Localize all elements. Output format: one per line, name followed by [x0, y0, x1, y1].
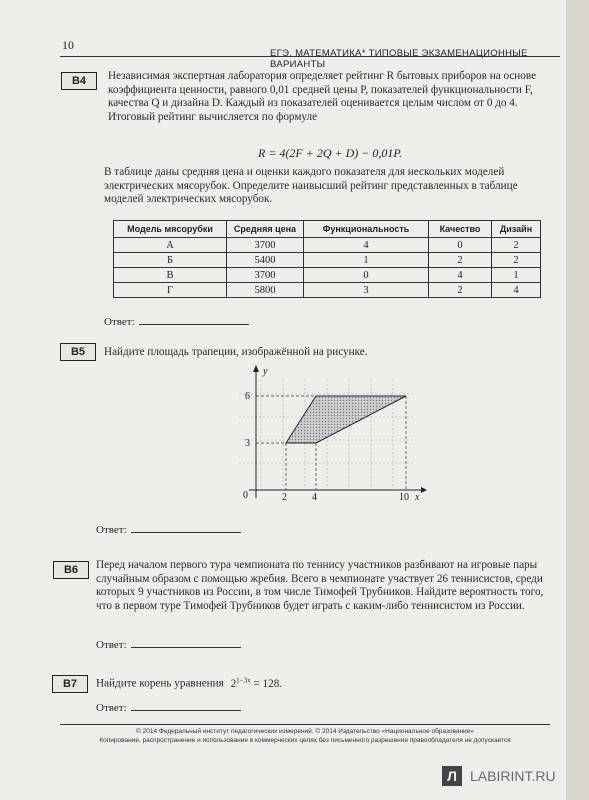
table-cell: 2 [492, 238, 541, 253]
task-tag-b7: B7 [52, 675, 88, 693]
table-cell: 3700 [227, 268, 304, 283]
labirint-logo-icon: Л [442, 766, 462, 786]
footer-notice: Копирование, распространение и использование в коммерческих целях без письменного разрешения правообладателя не допускается [99, 737, 511, 744]
y-axis-label: y [263, 366, 268, 377]
table-cell: 0 [304, 268, 429, 283]
table-row [114, 253, 541, 268]
b4-answer [104, 314, 249, 328]
table-header-row [114, 221, 541, 238]
x-axis-arrow-icon [421, 487, 427, 493]
trapezoid-shape [286, 396, 406, 443]
b7-answer [96, 700, 241, 714]
table-header-cell: Дизайн [492, 221, 541, 238]
table-row [114, 283, 541, 298]
table-header-cell: Модель мясорубки [114, 221, 227, 238]
b7-text [96, 674, 496, 691]
table-header-cell: Качество [429, 221, 492, 238]
b6-text: Перед началом первого тура чемпионата по теннису участников разбивают на игровые пары случайным образом с помощью жребия. Всего в чемпионате участвует 26 теннисистов, среди которых 9 участников из России, в том числе Тимофей Трубников. Найдите вероятность того, что в первом туре Тимофей Трубников будет играть с каким-либо теннисистом из России. [96, 559, 544, 612]
table-row [114, 268, 541, 283]
answer-line [131, 700, 241, 711]
header-rule [60, 56, 560, 57]
table-cell: 1 [304, 253, 429, 268]
table-cell: Б [114, 253, 227, 268]
table-cell: А [114, 238, 227, 253]
table-cell: 3 [304, 283, 429, 298]
x-tick-label: 10 [399, 492, 409, 503]
table-cell: 2 [492, 253, 541, 268]
b4-formula: R = 4(2F + 2Q + D) − 0,01P. [258, 146, 403, 160]
table-cell: В [114, 268, 227, 283]
origin-label: 0 [243, 490, 248, 501]
b7-equation [231, 678, 283, 690]
table-header-cell: Средняя цена [227, 221, 304, 238]
answer-label: Ответ: [96, 702, 127, 714]
page-header-title: ЕГЭ. МАТЕМАТИКА* ТИПОВЫЕ ЭКЗАМЕНАЦИОННЫЕ ВАРИАНТЫ [270, 48, 528, 70]
x-tick-label: 2 [282, 492, 287, 503]
b4-text-table-intro: В таблице даны средняя цена и оценки каждого показателя для нескольких моделей электрических мясорубок. Определите наивысший рейтинг представленных в таблице моделей электрических мясорубок. [104, 166, 518, 205]
answer-label: Ответ: [104, 316, 135, 328]
table-cell: 0 [429, 238, 492, 253]
table-header-cell: Функциональность [304, 221, 429, 238]
y-tick-label: 6 [245, 391, 250, 402]
table-cell: 1 [492, 268, 541, 283]
b5-trapezoid-graph [225, 360, 435, 510]
b5-answer [96, 522, 241, 536]
table-cell: 4 [429, 268, 492, 283]
task-tag-b5: B5 [60, 343, 96, 361]
table-cell: Г [114, 283, 227, 298]
b6-answer [96, 637, 241, 651]
equation-exponent: 1−3x [236, 676, 251, 684]
table-cell: 2 [429, 283, 492, 298]
table-cell: 5800 [227, 283, 304, 298]
page-number: 10 [62, 38, 74, 52]
table-cell: 5400 [227, 253, 304, 268]
y-axis-arrow-icon [253, 365, 259, 372]
table-row [114, 238, 541, 253]
answer-line [139, 314, 249, 325]
b4-text-intro: Независимая экспертная лаборатория определяет рейтинг R бытовых приборов на основе коэффициента ценности, равного 0,01 средней цены P, показателей функциональности F, качества Q и дизайна D. Каждый из показателей оценивается целым числом от 0 до 4. Итоговый рейтинг вычисляется по формуле [108, 70, 537, 123]
x-axis-label: x [415, 492, 420, 503]
b7-question: Найдите корень уравнения [96, 677, 224, 690]
footer-copyright: © 2014 Федеральный институт педагогических измерений. © 2014 Издательство «Национальное образование» [136, 728, 474, 735]
b5-text: Найдите площадь трапеции, изображённой на рисунке. [104, 346, 368, 358]
y-tick-label: 3 [245, 438, 250, 449]
equation-base: 2 [230, 677, 237, 690]
answer-line [131, 522, 241, 533]
task-tag-b4: B4 [61, 72, 97, 90]
table-cell: 4 [304, 238, 429, 253]
table-cell: 2 [429, 253, 492, 268]
watermark-text: LABIRINT.RU [470, 768, 556, 784]
b4-data-table [113, 220, 541, 298]
table-cell: 4 [492, 283, 541, 298]
answer-label: Ответ: [96, 639, 127, 651]
answer-label: Ответ: [96, 524, 127, 536]
task-tag-b6: B6 [53, 561, 89, 579]
equation-rhs: = 128. [250, 677, 283, 690]
page-edge [566, 0, 589, 800]
x-tick-label: 4 [312, 492, 317, 503]
page-footer [60, 724, 550, 745]
answer-line [131, 637, 241, 648]
table-cell: 3700 [227, 238, 304, 253]
